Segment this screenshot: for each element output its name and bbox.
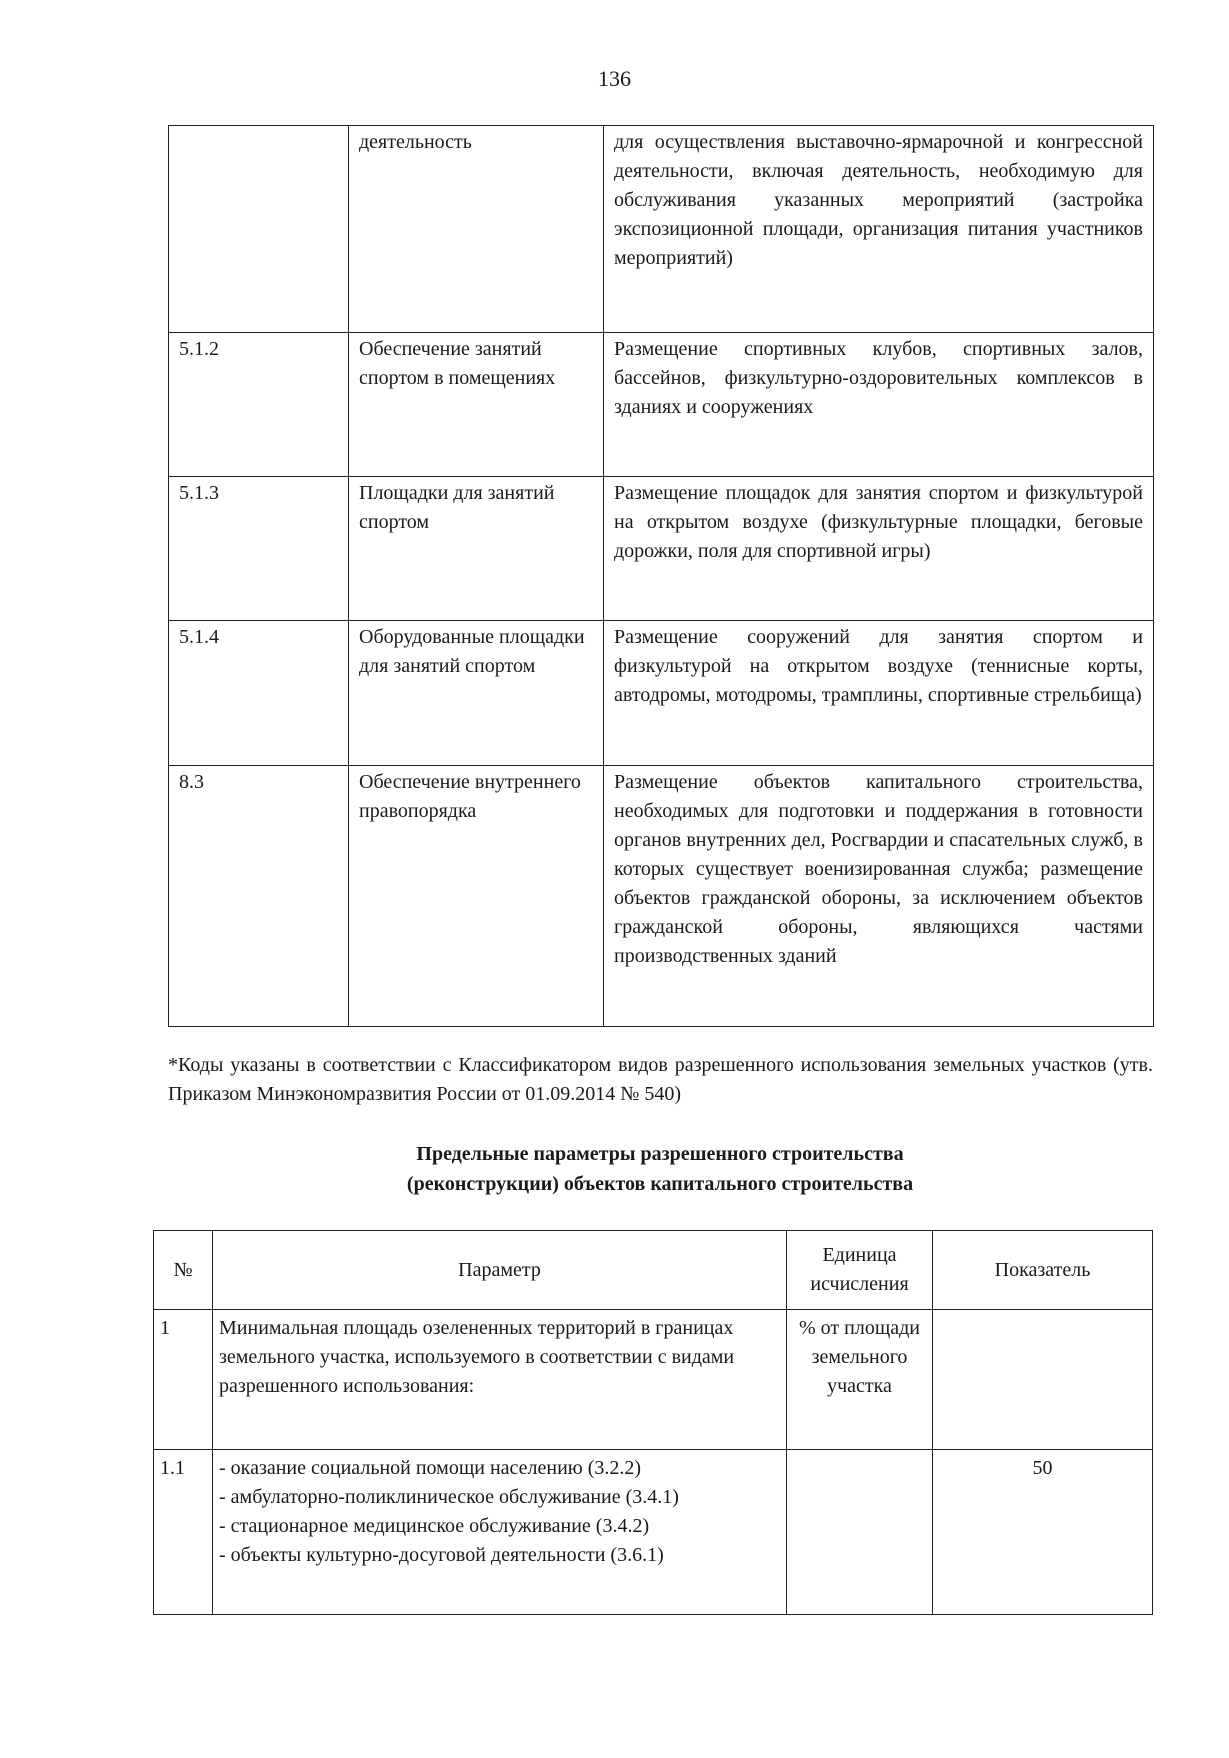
table-row (169, 333, 1154, 477)
param-value-cell (933, 1310, 1153, 1450)
use-name-cell: Обеспечение внутреннего правопорядка (349, 766, 604, 1027)
param-number-cell: 1.1 (154, 1450, 213, 1615)
param-list-item: - объекты культурно-досуговой деятельности (3.6.1) (219, 1544, 664, 1566)
use-name-cell: Обеспечение занятий спортом в помещениях (349, 333, 604, 477)
param-value-cell: 50 (933, 1450, 1153, 1615)
param-unit-cell: % от площади земельного участка (787, 1310, 933, 1450)
use-code-cell (169, 126, 349, 333)
table-row (154, 1310, 1153, 1450)
use-name-cell: Площадки для занятий спортом (349, 477, 604, 621)
use-code-cell: 8.3 (169, 766, 349, 1027)
table-row (154, 1450, 1153, 1615)
use-description-cell: для осуществления выставочно-ярмарочной и конгрессной деятельности, включая деятельность, необходимую для обслуживания указанных мероприятий (застройка экспозиционной площади, организация питания участников мероприятий) (604, 126, 1154, 333)
column-header-value: Показатель (933, 1231, 1153, 1310)
table-header-row (154, 1231, 1153, 1310)
use-description-cell: Размещение площадок для занятия спортом и физкультурой на открытом воздухе (физкультурные площадки, беговые дорожки, поля для спортивной игры) (604, 477, 1154, 621)
use-description-cell: Размещение объектов капитального строительства, необходимых для подготовки и поддержания в готовности органов внутренних дел, Росгвардии и спасательных служб, в которых существует военизированная служба; размещение объектов гражданской обороны, за исключением объектов гражданской обороны, являющихся частями производственных зданий (604, 766, 1154, 1027)
section-title-line-1: Предельные параметры разрешенного строительства (416, 1143, 904, 1165)
column-header-parameter: Параметр (213, 1231, 787, 1310)
table-row (169, 766, 1154, 1027)
column-header-unit: Единица исчисления (787, 1231, 933, 1310)
param-list-item: - оказание социальной помощи населению (3.2.2) (219, 1457, 642, 1479)
use-description-cell: Размещение сооружений для занятия спортом и физкультурой на открытом воздухе (теннисные корты, автодромы, мотодромы, трамплины, спортивные стрельбища) (604, 621, 1154, 766)
param-number-cell: 1 (154, 1310, 213, 1450)
use-code-cell: 5.1.3 (169, 477, 349, 621)
use-name-cell: Оборудованные площадки для занятий спортом (349, 621, 604, 766)
use-name-cell: деятельность (349, 126, 604, 333)
table-row (169, 126, 1154, 333)
construction-parameters-table (153, 1230, 1153, 1615)
use-code-cell: 5.1.2 (169, 333, 349, 477)
column-header-number: № (154, 1231, 213, 1310)
table-row (169, 477, 1154, 621)
page-number: 136 (598, 66, 631, 91)
footnote: *Коды указаны в соответствии с Классификатором видов разрешенного использования земельных участков (утв. Приказом Минэкономразвития России от 01.09.2014 № 540) (168, 1054, 1153, 1105)
section-title (0, 1139, 1229, 1199)
section-title-line-2: (реконструкции) объектов капитального строительства (406, 1173, 914, 1195)
land-use-types-table (168, 125, 1154, 1027)
use-code-cell: 5.1.4 (169, 621, 349, 766)
param-list-item: - амбулаторно-поликлиническое обслуживание (3.4.1) (219, 1486, 679, 1508)
param-list-item: - стационарное медицинское обслуживание (3.4.2) (219, 1515, 650, 1537)
use-description-cell: Размещение спортивных клубов, спортивных залов, бассейнов, физкультурно-оздоровительных комплексов в зданиях и сооружениях (604, 333, 1154, 477)
param-unit-cell (787, 1450, 933, 1615)
table-row (169, 621, 1154, 766)
param-name-cell (213, 1450, 787, 1615)
param-name-cell: Минимальная площадь озелененных территорий в границах земельного участка, используемого в соответствии с видами разрешенного использования: (213, 1310, 787, 1450)
